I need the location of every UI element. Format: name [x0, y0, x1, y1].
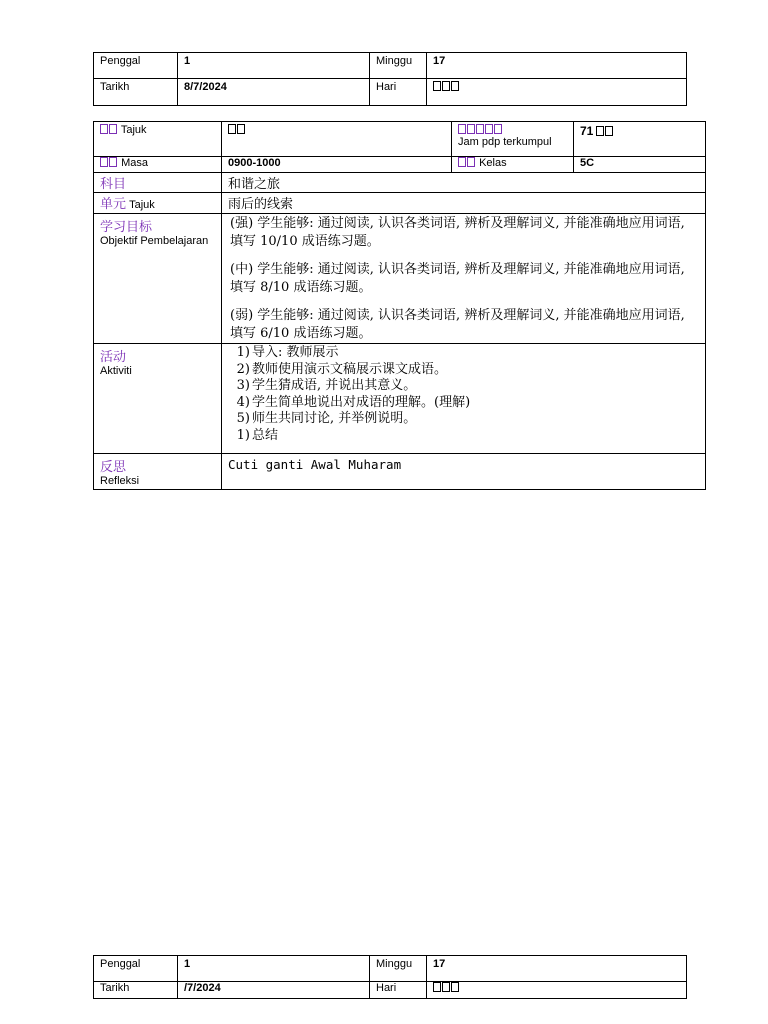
list-item — [230, 362, 699, 379]
missing-glyph-icon — [467, 124, 475, 134]
activity-list — [230, 345, 699, 444]
missing-glyph-icon — [100, 157, 108, 167]
hari-value — [427, 982, 687, 999]
list-item — [230, 395, 699, 412]
subject-label: 科目 — [94, 173, 222, 193]
masa-label: Masa — [121, 157, 148, 169]
objective-label-my: Objektif Pembelajaran — [100, 235, 209, 247]
tarikh-value: /7/2024 — [178, 982, 370, 999]
activity-number: 2) — [236, 361, 250, 377]
activity-text: 教师使用演示文稿展示课文成语。 — [252, 361, 448, 377]
minggu-value: 17 — [427, 53, 687, 79]
missing-glyph-icon — [228, 124, 236, 134]
reflection-label-my: Refleksi — [100, 475, 140, 487]
unit-label-cn: 单元 — [100, 197, 127, 212]
activity-text: 导入: 教师展示 — [252, 345, 339, 360]
kelas-value: 5C — [574, 157, 706, 173]
masa-label-cell — [94, 157, 222, 173]
activity-text: 学生猜成语, 并说出其意义。 — [252, 378, 417, 393]
hari-value — [427, 79, 687, 106]
activity-text: 学生简单地说出对成语的理解。(理解) — [252, 394, 471, 410]
unit-label-cell — [94, 193, 222, 214]
minggu-label: Minggu — [370, 956, 427, 982]
activity-text: 总结 — [252, 427, 279, 443]
header-table-top — [93, 52, 687, 106]
lesson-plan-table — [93, 121, 706, 490]
tajuk-label: Tajuk — [120, 124, 147, 136]
minggu-label: Minggu — [370, 53, 427, 79]
missing-glyph-icon — [433, 982, 441, 992]
missing-glyph-icon — [467, 157, 475, 167]
activity-text: 师生共同讨论, 并举例说明。 — [252, 411, 417, 426]
activity-label-cn: 活动 — [100, 350, 127, 365]
list-item — [230, 411, 699, 428]
tajuk-value — [222, 122, 452, 157]
jam-label-cell — [452, 122, 574, 157]
missing-glyph-icon — [458, 157, 466, 167]
activities-cell — [222, 344, 706, 454]
activity-number: 5) — [236, 411, 250, 426]
missing-glyph-icon — [433, 81, 441, 91]
objective-strong: (强) 学生能够: 通过阅读, 认识各类词语, 辨析及理解词义, 并能准确地应用词语, 填写 10/10 成语练习题。 — [230, 216, 685, 249]
masa-value: 0900-1000 — [222, 157, 452, 173]
missing-glyph-icon — [458, 124, 466, 134]
objective-label-cn: 学习目标 — [100, 220, 153, 235]
objective-label-cell — [94, 214, 222, 344]
kelas-label: Kelas — [479, 157, 507, 169]
activity-number: 1) — [236, 345, 250, 360]
objective-medium: (中) 学生能够: 通过阅读, 认识各类词语, 辨析及理解词义, 并能准确地应用词语, 填写 8/10 成语练习题。 — [230, 262, 685, 295]
penggal-label: Penggal — [94, 956, 178, 982]
jam-label: Jam pdp terkumpul — [458, 136, 552, 148]
unit-value: 雨后的线索 — [222, 193, 706, 214]
missing-glyph-icon — [442, 982, 450, 992]
missing-glyph-icon — [451, 81, 459, 91]
missing-glyph-icon — [605, 126, 613, 136]
reflection-label-cn: 反思 — [100, 460, 127, 475]
missing-glyph-icon — [485, 124, 493, 134]
tarikh-label: Tarikh — [94, 982, 178, 999]
list-item — [230, 378, 699, 395]
jam-value: 71 — [580, 124, 594, 138]
objectives-cell — [222, 214, 706, 344]
tarikh-value: 8/7/2024 — [178, 79, 370, 106]
reflection-label-cell — [94, 454, 222, 490]
activity-number: 3) — [236, 378, 250, 393]
penggal-label: Penggal — [94, 53, 178, 79]
activity-label-my: Aktiviti — [100, 365, 132, 377]
missing-glyph-icon — [596, 126, 604, 136]
hari-label: Hari — [370, 982, 427, 999]
unit-label-my: Tajuk — [126, 199, 155, 211]
missing-glyph-icon — [476, 124, 484, 134]
reflection-value: Cuti ganti Awal Muharam — [222, 454, 706, 490]
list-item — [230, 428, 699, 445]
jam-value-cell — [574, 122, 706, 157]
missing-glyph-icon — [237, 124, 245, 134]
minggu-value: 17 — [427, 956, 687, 982]
hari-label: Hari — [370, 79, 427, 106]
missing-glyph-icon — [451, 982, 459, 992]
activity-number: 4) — [236, 394, 250, 410]
objective-weak: (弱) 学生能够: 通过阅读, 认识各类词语, 辨析及理解词义, 并能准确地应用词语, 填写 6/10 成语练习题。 — [230, 308, 685, 341]
header-table-bottom — [93, 955, 687, 999]
activity-label-cell — [94, 344, 222, 454]
missing-glyph-icon — [109, 124, 117, 134]
subject-value: 和谐之旅 — [222, 173, 706, 193]
missing-glyph-icon — [494, 124, 502, 134]
penggal-value: 1 — [178, 53, 370, 79]
missing-glyph-icon — [442, 81, 450, 91]
activity-number: 1) — [236, 427, 250, 443]
tajuk-label-cell — [94, 122, 222, 157]
kelas-label-cell — [452, 157, 574, 173]
tarikh-label: Tarikh — [94, 79, 178, 106]
list-item — [230, 345, 699, 362]
penggal-value: 1 — [178, 956, 370, 982]
missing-glyph-icon — [109, 157, 117, 167]
missing-glyph-icon — [100, 124, 108, 134]
